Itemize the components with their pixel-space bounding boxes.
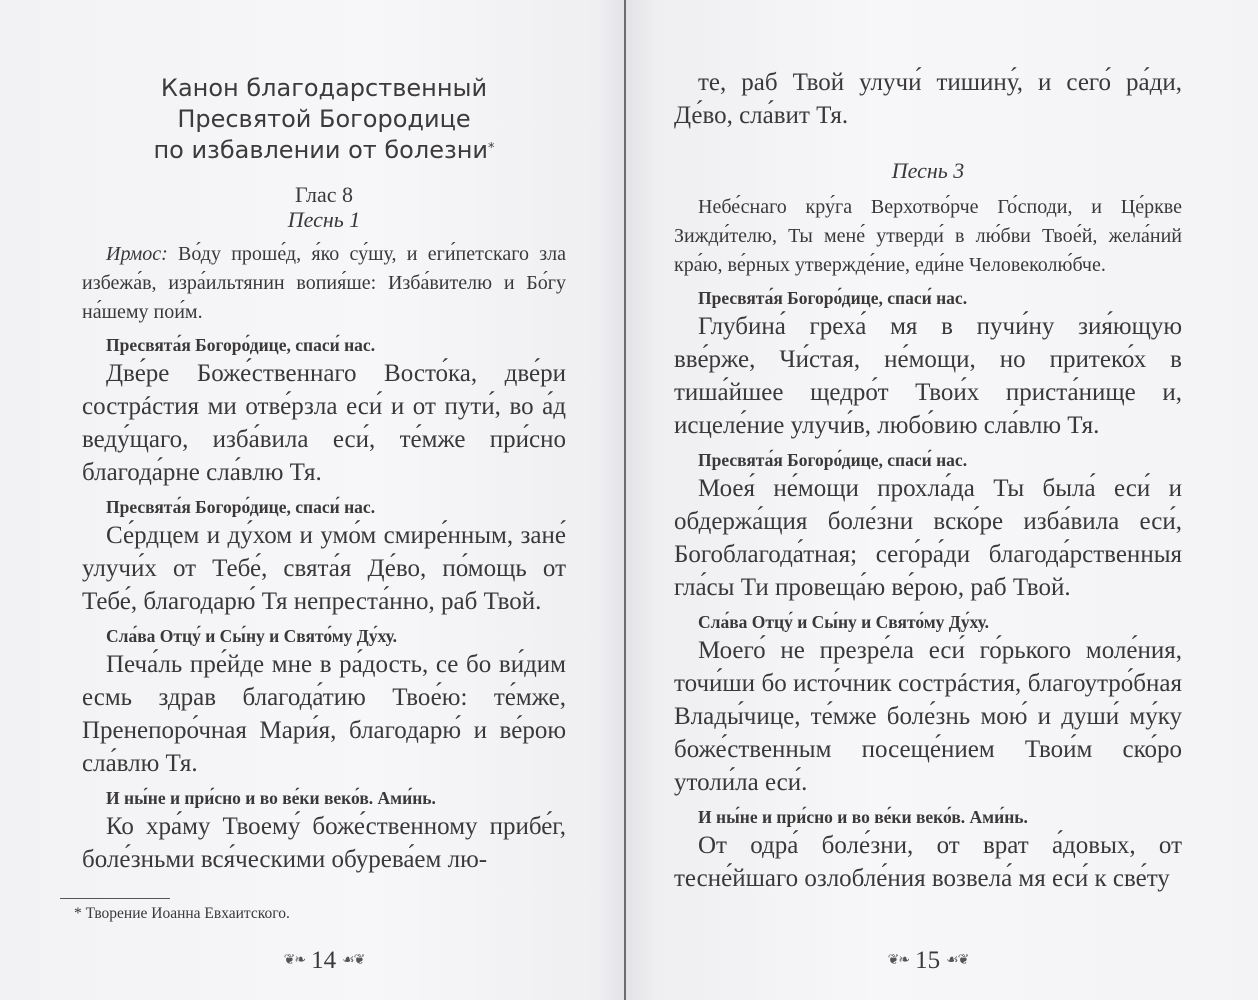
footnote-rule [60,898,170,899]
ornament-icon: ❦❧ [887,953,910,968]
irmos-paragraph: Небе́снаго кру́га Верхотво́рче Го́споди, и Це́ркве Зижди́телю, Ты мене́ утверди́ в лю́бви Твое́й, жела́ний кра́ю, ве́рных утвержде́ние, еди́не Человеколю́бче. [674,196,1182,276]
right-page [624,0,1258,1000]
irmos-label: Ирмос: [106,243,168,265]
refrain: И ны́не и при́сно и во ве́ки веко́в. Ами́нь. [698,807,1028,827]
troparion: Моего́ не презре́ла еси́ го́рького моле́ния, точи́ши бо исто́чник сострáстия, благоутро́бная Влады́чице, те́мже боле́знь мою́ и души́ му́ку боже́ственным посеще́нием Твои́м ско́ро утоли́ла еси́. [674,637,1182,796]
refrain: Пресвята́я Богоро́дице, спаси́ нас. [698,450,968,470]
refrain: Пресвята́я Богоро́дице, спаси́ нас. [106,497,376,517]
refrain: Пресвята́я Богоро́дице, спаси́ нас. [106,335,376,355]
pesn-3-heading: Песнь 3 [891,158,965,183]
left-page-content [74,73,566,924]
ornament-icon: ☙❦ [342,953,365,968]
title-line-2: Пресвятой Богородице [177,105,471,133]
troparion: Две́ре Боже́ственнаго Восто́ка, две́ри сострáстия ми отве́рзла еси́ и от пути́, во а́д веду́щаго, изба́вила еси́, те́мже при́сно благода́рне сла́влю Тя. [82,360,566,486]
troparion: Моея́ не́мощи прохла́да Ты была́ еси́ и обдержа́щия боле́зни вско́ре изба́вила еси́, Богоблагода́тная; сего́ра́ди благода́рственныя гла́сы Ти провеща́ю ве́рою, раб Твой. [674,475,1182,601]
irmos-text: Во́ду проше́д, я́ко су́шу, и еги́петскаго зла избежа́в, изра́ильтянин вопия́ше: Изба́вителю и Бо́гу на́шему пои́м. [82,243,566,323]
troparion: Печа́ль пре́йде мне в ра́дость, се бо ви́дим есмь здрав благода́тию Твое́ю: те́мже, Пренепоро́чная Мари́я, благодарю́ и ве́рою сла́влю Тя. [82,651,566,777]
troparion-continuation: те, раб Твой улучи́ тишину́, и сего́ ра́ди, Де́во, сла́вит Тя. [674,69,1182,129]
ornament-icon: ❦❧ [283,953,306,968]
troparion: Ко хра́му Твоему́ боже́ственному прибе́г, боле́зньми вся́ческими обурева́ем лю- [82,813,566,873]
footnote: * Творение Иоанна Евхаитского. [74,905,290,922]
refrain: Пресвята́я Богоро́дице, спаси́ нас. [698,288,968,308]
title-line-1: Канон благодарственный [160,74,488,102]
page-number-left [82,930,566,976]
title-line-3: по избавлении от болезни [153,136,489,164]
troparion: От одра́ боле́зни, от врат а́довых, от тесне́йшаго озлобле́ния возвела́ мя еси́ к све́ту [674,832,1182,892]
glas-heading: Глас 8 [294,182,354,207]
pesn-1-heading: Песнь 1 [287,207,361,232]
book-spine [624,0,626,1000]
refrain: Сла́ва Отцу́ и Сы́ну и Свято́му Ду́ху. [106,626,398,646]
right-page-content [674,66,1182,895]
refrain: Сла́ва Отцу́ и Сы́ну и Свято́му Ду́ху. [698,612,990,632]
page-number-right [674,930,1182,976]
refrain: И ны́не и при́сно и во ве́ки веко́в. Ами́нь. [106,788,436,808]
page-number: 15 [915,947,941,974]
left-page [0,0,624,1000]
troparion: Се́рдцем и ду́хом и умо́м смире́нным, зане́ улучи́х от Тебе́, свята́я Де́во, по́мощь от Тебе́, благодарю́ Тя непреста́нно, раб Твой. [82,522,566,615]
title-line-3-wrap [82,135,566,166]
page-number: 14 [311,947,337,974]
title-footnote-mark: * [488,141,495,156]
canon-title [82,73,566,166]
irmos-paragraph [82,240,566,327]
troparion: Глубина́ греха́ мя в пучи́ну зия́ющую вве́рже, Чи́стая, не́мощи, но притеко́х в тиша́йшее щедро́т Твои́х приста́нище и, исцеле́ние улучи́в, любо́вию сла́влю Тя. [674,313,1182,439]
ornament-icon: ☙❦ [946,953,969,968]
